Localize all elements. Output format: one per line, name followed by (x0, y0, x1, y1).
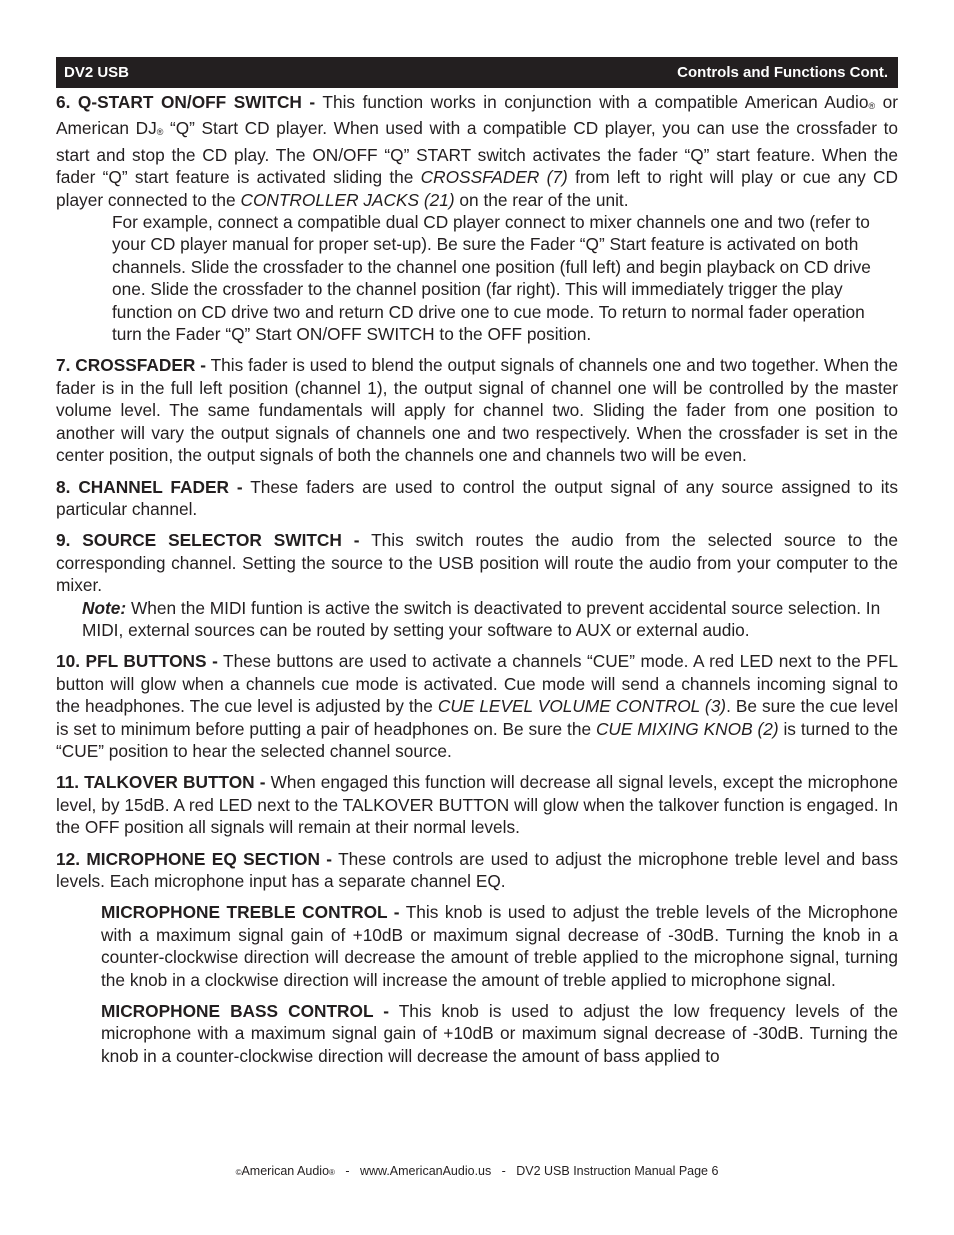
source-selector-note: Note: When the MIDI funtion is active the switch is deactivated to prevent accidental source selection. In MIDI, external sources can be routed by setting your software to AUX or external audio. (82, 597, 881, 640)
subsection-title: MICROPHONE TREBLE CONTROL - (101, 902, 400, 923)
section-title: 6. Q-START ON/OFF SWITCH - (56, 92, 316, 112)
section-crossfader: 7. CROSSFADER - This fader is used to blend the output signals of channels one and two together. When the fader is in the full left position (channel 1), the output signal of channel one will be controlled by the master volume level. The same fundamentals will apply for channel two. Sliding the fader from one position to another will vary the output signals of channels one and two respectively. When the crossfader is set in the center position, the output signals of both the channels one and channels two will be even. (56, 355, 898, 466)
section-title: 8. CHANNEL FADER - (56, 476, 243, 497)
mic-treble-control: MICROPHONE TREBLE CONTROL - This knob is used to adjust the treble levels of the Microphone with a maximum signal gain of +10dB or maximum signal decrease of -30dB. Turning the knob in a counter-clockwise direction will decrease the amount of treble applied to the microphone signal, turning the knob in a clockwise direction will increase the amount of treble applied to microphone signal. (101, 902, 898, 990)
section-title: 11. TALKOVER BUTTON - (56, 772, 266, 793)
section-title: 12. MICROPHONE EQ SECTION - (56, 848, 333, 869)
header-product: DV2 USB (64, 64, 130, 81)
section-talkover: 11. TALKOVER BUTTON - When engaged this function will decrease all signal levels, except the microphone level, by 15dB. A red LED next to the TALKOVER BUTTON will glow when the talkover function is engaged. In the OFF position all signals will remain at their normal levels. (56, 772, 898, 838)
subsection-title: MICROPHONE BASS CONTROL - (101, 1001, 390, 1022)
section-channel-fader: 8. CHANNEL FADER - These faders are used to control the output signal of any source assigned to its particular channel. (56, 476, 899, 519)
registered-mark: ® (868, 101, 876, 111)
page-header (56, 57, 898, 88)
q-start-example: For example, connect a compatible dual CD player connect to mixer channels one and two (refer to your CD player manual for proper set-up). Be sure the Fader “Q” Start feature is activated on both channels. Slide the crossfader to the channel one position (full left) and begin playback on CD drive one. Slide the crossfader to the channel position (far right). This will immediately trigger the play function on CD drive two and return CD drive one to cue mode. To return to normal fader operation turn the Fader “Q” Start ON/OFF SWITCH to the OFF position. (112, 212, 871, 345)
section-mic-eq: 12. MICROPHONE EQ SECTION - These controls are used to adjust the microphone treble level and bass levels. Each microphone input has a separate channel EQ. (56, 848, 898, 891)
control-reference: CUE MIXING KNOB (2) (595, 718, 779, 739)
header-section: Controls and Functions Cont. (677, 64, 888, 81)
footer-text: - www.AmericanAudio.us - DV2 USB Instruction Manual Page 6 (334, 1164, 719, 1178)
control-reference: CUE LEVEL VOLUME CONTROL (3) (437, 696, 727, 717)
footer-brand: American Audio (241, 1164, 330, 1178)
copyright-mark: © (235, 1168, 242, 1177)
registered-mark: ® (329, 1168, 335, 1177)
section-q-start: 6. Q-START ON/OFF SWITCH - This function works in conjunction with a compatible American Audio® or American DJ® “Q” Start CD player. When used with a compatible CD player, you can use the crossfader to start and stop the CD play. The ON/OFF “Q” START switch activates the fader “Q” start feature. When the fader “Q” start feature is activated sliding the CROSSFADER (7) from left to right will play or cue any CD player connected to the CONTROLLER JACKS (21) on the rear of the unit. (56, 92, 898, 210)
section-title: 10. PFL BUTTONS - (56, 651, 218, 672)
control-reference: CONTROLLER JACKS (21) (240, 189, 455, 210)
page-footer (0, 1164, 954, 1178)
section-title: 9. SOURCE SELECTOR SWITCH - (56, 530, 360, 551)
registered-mark: ® (156, 127, 164, 138)
section-title: 7. CROSSFADER - (56, 355, 206, 376)
control-reference: CROSSFADER (7) (420, 167, 568, 188)
section-source-selector: 9. SOURCE SELECTOR SWITCH - This switch routes the audio from the selected source to the corresponding channel. Setting the source to the USB position will route the audio from your computer to the mixer. (56, 530, 898, 596)
mic-bass-control: MICROPHONE BASS CONTROL - This knob is used to adjust the low frequency levels of the microphone with a maximum signal gain of +10dB or maximum signal decrease of -30dB. Turning the knob in a counter-clockwise direction will decrease the amount of bass applied to (101, 1001, 898, 1066)
note-label: Note: (82, 597, 127, 618)
page-content (56, 91, 898, 1067)
section-pfl-buttons: 10. PFL BUTTONS - These buttons are used to activate a channels “CUE” mode. A red LED next to the PFL button will glow when a channels cue mode is activated. Cue mode will send a channels incoming signal to the headphones. The cue level is adjusted by the CUE LEVEL VOLUME CONTROL (3). Be sure the cue level is set to minimum before putting a pair of headphones on. Be sure the CUE MIXING KNOB (2) is turned to the “CUE” position to hear the selected channel source. (56, 651, 899, 761)
